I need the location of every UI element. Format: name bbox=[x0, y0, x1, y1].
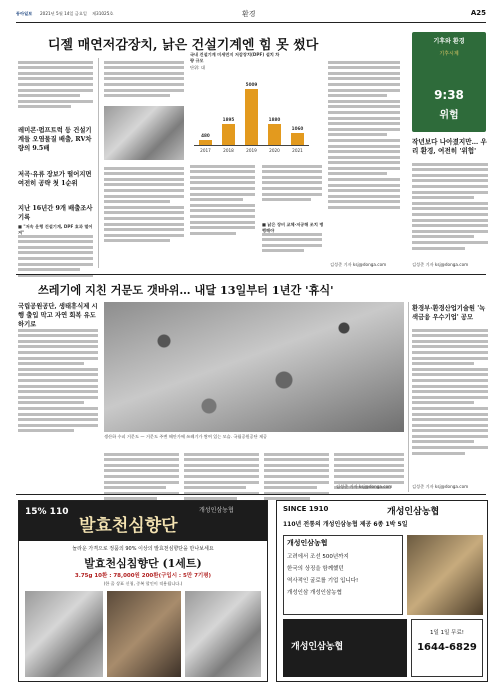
article1-subheadline-1: 레미콘·펌프트럭 등 건설기계들 오염물질 배출, RV차량의 9.5배 bbox=[18, 127, 92, 152]
article1-body-col2b bbox=[104, 164, 184, 245]
article2-headline: 쓰레기에 지친 거문도 갯바위… 내달 13일부터 1년간 '휴식' bbox=[38, 283, 334, 297]
ad-left-product-photo-2 bbox=[107, 591, 181, 677]
article3-headline: 환경부·환경산업기술원 '녹색금융 우수기업' 공모 bbox=[412, 305, 486, 321]
masthead-rule bbox=[16, 22, 486, 23]
column-divider-2 bbox=[408, 302, 409, 492]
chart-value-label-2020: 1880 bbox=[268, 117, 281, 123]
column-divider bbox=[98, 58, 99, 268]
chart-bar-2017 bbox=[199, 140, 212, 145]
chart-plot-area bbox=[194, 74, 309, 146]
ad-left-note: (한 줄 상표 신청, 중복 할인이 적용됩니다.) bbox=[103, 581, 183, 586]
page-number: A25 bbox=[470, 9, 486, 17]
ad-left-price: 3.75g 10환 : 78,000원 200환(구입시 : 5만 7기평) bbox=[74, 573, 212, 579]
chart-title: 국내 건설기계 미세먼지 저감장치(DPF) 설치 차량 규모 bbox=[190, 52, 280, 63]
ad-left-product-photo-1 bbox=[25, 591, 103, 677]
chart-bar-2020 bbox=[268, 124, 281, 145]
chart-value-label-2021: 1060 bbox=[291, 126, 304, 132]
article1-body-col4 bbox=[262, 162, 322, 204]
article1-subheadline-3: 지난 16년간 9개 배출조사 기록 bbox=[18, 205, 93, 221]
ad-right-line-1: 고려에서 조선 500년까지 bbox=[287, 554, 349, 560]
ad-left-midtext: 놀라운 가격으로 정품의 90% 이상의 발효천심향단을 만나보세요 bbox=[72, 546, 214, 552]
chart-value-label-2017: 480 bbox=[201, 133, 210, 138]
ad-left[interactable] bbox=[18, 500, 268, 682]
article2-photo-caption: 생산하 수피 거문도 — 거문도 주변 해안가에 쓰레기가 쌓여 있는 모습. 국립공원공단 제공 bbox=[104, 434, 268, 439]
section-rule-1 bbox=[16, 274, 486, 275]
masthead bbox=[16, 10, 486, 20]
chart-bar-2019 bbox=[245, 89, 258, 145]
dpf-chart bbox=[190, 52, 315, 157]
chart-x-tick-2019: 2019 bbox=[246, 148, 257, 153]
issue-number: 제31025호 bbox=[92, 11, 114, 16]
ad-left-title: 발효천심향단 bbox=[79, 516, 178, 536]
article1-byline: 김성준 기자 ksj@donga.com bbox=[330, 262, 387, 267]
paper-name: 동아일보 bbox=[16, 11, 33, 16]
chart-x-axis bbox=[194, 147, 309, 155]
issue-date: 2021년 5월 14일 금요일 bbox=[40, 11, 87, 16]
article1-body-left bbox=[18, 232, 93, 279]
chart-x-tick-2021: 2021 bbox=[292, 148, 303, 153]
ad-right-phone-box[interactable] bbox=[411, 619, 483, 677]
ad-right-company: 개성인삼농협 bbox=[287, 539, 328, 547]
chart-bar-2021 bbox=[291, 133, 304, 145]
chart-value-label-2019: 5009 bbox=[245, 81, 258, 87]
climate-clock-status: 위험 bbox=[439, 110, 459, 121]
ad-right-notice: 110년 전통의 개성인삼농협 제공 6종 1박 5일 bbox=[283, 521, 408, 528]
ad-right[interactable] bbox=[276, 500, 488, 682]
ad-right-infobox bbox=[283, 535, 403, 615]
chart-unit: 단위: 대 bbox=[190, 65, 205, 70]
ad-right-line-4: 개성인삼 개성인삼농협 bbox=[287, 590, 342, 596]
article1-lead-text bbox=[18, 58, 93, 111]
section-name: 환경 bbox=[242, 10, 256, 18]
chart-x-tick-2017: 2017 bbox=[200, 148, 211, 153]
article2-subheadline: 국립공원공단, 생태휴식제 시행 출입 막고 자연 회복 유도하기로 bbox=[18, 303, 98, 328]
article2-byline: 김성준 기자 ksj@donga.com bbox=[336, 484, 393, 489]
ad-right-phone: 1644-6829 bbox=[417, 642, 477, 653]
article1-body-col5 bbox=[328, 58, 400, 212]
ad-right-brand-2: 개성인삼농협 bbox=[291, 642, 344, 652]
article1-subhead-mid: ■ 낡은 장비 교체·저공해 조치 병행해야 bbox=[262, 222, 324, 233]
ad-right-product-photo bbox=[407, 535, 483, 615]
column-headline: 작년보다 나아졌지만… 우리 환경, 여전히 '위험' bbox=[412, 138, 487, 155]
climate-box-title: 기후와 환경 bbox=[433, 38, 465, 45]
ad-right-brand: 개성인삼농협 bbox=[387, 507, 440, 517]
article1-body-col4b bbox=[262, 230, 322, 255]
ad-right-bottom-panel bbox=[283, 619, 407, 677]
article3-body bbox=[412, 326, 488, 457]
cement-mixer-photo bbox=[104, 106, 184, 160]
chart-value-label-2018: 1895 bbox=[222, 117, 235, 123]
chart-bar-2018 bbox=[222, 124, 235, 145]
ad-left-subtitle: 개성인삼농협 bbox=[199, 507, 234, 514]
article1-headline: 디젤 매연저감장치, 낡은 건설기계엔 힘 못 썼다 bbox=[48, 38, 319, 53]
ad-right-line-2: 한국의 상징을 함께했던 bbox=[287, 566, 344, 572]
article1-body-col2 bbox=[104, 58, 184, 100]
ad-left-banner bbox=[19, 501, 267, 541]
climate-box bbox=[412, 32, 486, 132]
ad-right-line-3: 역사적인 굴로를 기업 입니다! bbox=[287, 578, 359, 584]
chart-x-tick-2020: 2020 bbox=[269, 148, 280, 153]
article3-byline: 김성준 기자 ksj@donga.com bbox=[412, 484, 469, 489]
chart-x-tick-2018: 2018 bbox=[223, 148, 234, 153]
section-rule-2 bbox=[16, 494, 486, 495]
column-body bbox=[412, 160, 488, 252]
ad-left-banner-text: 15% 110 bbox=[25, 507, 69, 517]
column-byline: 김성준 기자 ksj@donga.com bbox=[412, 262, 469, 267]
article1-body-col3 bbox=[190, 162, 255, 237]
ad-left-product: 발효천심침향단 (1세트) bbox=[84, 557, 202, 570]
climate-clock-time: 9:38 bbox=[434, 88, 464, 102]
ad-right-since: SINCE 1910 bbox=[283, 505, 329, 513]
article1-subheadline-2: 저곡·유류 장보가 떨어지면 여전히 공략 첫 1순위 bbox=[18, 171, 92, 187]
article2-body-left bbox=[18, 326, 98, 435]
climate-clock-label: 기후시계 bbox=[439, 51, 459, 57]
ad-left-product-photo-3 bbox=[185, 591, 261, 677]
article1-subhead: ■ "저속 운행 건설기계, DPF 효과 떨어져" bbox=[18, 224, 93, 235]
geomundo-rocks-photo bbox=[104, 302, 404, 432]
ad-right-phone-label: 1일 1일 무료! bbox=[430, 630, 464, 636]
